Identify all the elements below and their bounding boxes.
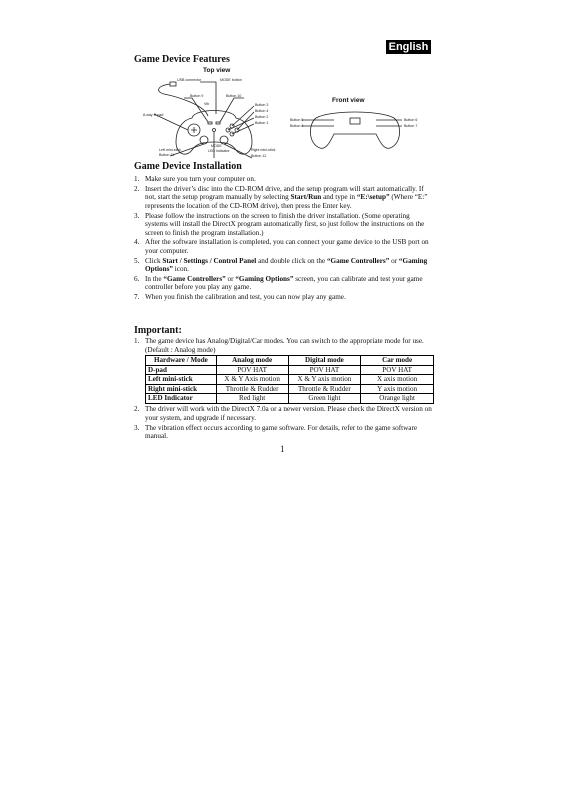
table-cell: Orange light	[361, 394, 434, 404]
install-step-text: or	[225, 274, 236, 283]
install-step	[134, 212, 434, 238]
install-step	[134, 185, 434, 211]
table-cell: POV HAT	[216, 365, 288, 375]
label-button-11: Button 11	[159, 153, 175, 157]
label-button-1: Button 1	[255, 121, 269, 125]
install-step	[134, 275, 434, 292]
label-mode-button: MODE button	[220, 78, 242, 82]
table-cell: Throttle & Rudder	[288, 384, 361, 394]
install-step-number: 6.	[134, 274, 140, 283]
install-step-text: and double click on the	[256, 256, 327, 265]
install-step-emphasis: “Game Controllers”	[326, 256, 390, 265]
table-row	[146, 375, 434, 385]
install-step	[134, 238, 434, 255]
installation-steps	[134, 175, 434, 302]
label-button-12: Button 12	[251, 154, 267, 158]
label-mode-led: MODE	[211, 144, 222, 148]
language-badge: English	[386, 40, 431, 54]
label-vib: Vib	[204, 102, 210, 106]
table-row-header: LED Indicator	[146, 394, 217, 404]
table-cell: X & Y Axis motion	[216, 375, 288, 385]
install-step	[134, 293, 434, 302]
important-item-3-text: The vibration effect occurs according to game software. For details, refer to the game software manual.	[145, 423, 418, 441]
table-row	[146, 365, 434, 375]
installation-heading: Game Device Installation	[134, 161, 242, 172]
label-usb-connector: USB connector	[177, 78, 202, 82]
install-step-text: Make sure you turn your computer on.	[145, 175, 256, 183]
table-header: Analog mode	[216, 356, 288, 366]
install-step-number: 2.	[134, 184, 140, 193]
label-button-8: Button 8	[290, 124, 304, 128]
label-right-mini-stick: Right mini-stick	[251, 148, 276, 152]
install-step-text: icon.	[172, 265, 189, 274]
table-cell: POV HAT	[288, 365, 361, 375]
table-cell: X & Y axis motion	[288, 375, 361, 385]
important-item-1	[134, 337, 434, 404]
table-cell: POV HAT	[361, 365, 434, 375]
table-cell: Green light	[288, 394, 361, 404]
important-item-2	[134, 405, 434, 422]
install-step-text: When you finish the calibration and test, you can now play any game.	[145, 293, 346, 302]
table-header: Car mode	[361, 356, 434, 366]
table-row	[146, 394, 434, 404]
features-heading: Game Device Features	[134, 54, 230, 65]
label-button-3: Button 3	[255, 103, 269, 107]
important-heading: Important:	[134, 325, 182, 336]
page-number: 1	[280, 444, 285, 454]
install-step-emphasis: “Gaming Options”	[145, 256, 428, 274]
label-button-2: Button 2	[255, 115, 269, 119]
label-button-7: Button 7	[404, 124, 418, 128]
label-button-9: Button 9	[190, 94, 204, 98]
important-list	[134, 337, 434, 441]
label-button-5: Button 5	[290, 118, 304, 122]
table-row-header: D-pad	[146, 365, 217, 375]
table-cell: X axis motion	[361, 375, 434, 385]
install-step-text: After the software installation is completed, you can connect your game device to the USB port on your computer.	[145, 238, 429, 255]
front-view-diagram	[290, 104, 420, 154]
table-cell: Red light	[216, 394, 288, 404]
table-row-header: Right mini-stick	[146, 384, 217, 394]
label-led-indicator: LED indicator	[208, 149, 230, 153]
important-item-2-text: The driver will work with the DirectX 7.0a or a newer version. Please check the DirectX version on your system, and upgrade if necessary.	[145, 405, 432, 422]
table-cell: Throttle & Rudder	[216, 384, 288, 394]
install-step-text: and type in	[321, 193, 357, 202]
table-header: Digital mode	[288, 356, 361, 366]
install-step-number: 7.	[134, 293, 140, 302]
important-item-3	[134, 424, 434, 441]
install-step	[134, 175, 434, 184]
important-item-3-number: 3.	[134, 423, 140, 432]
install-step-emphasis: Start/Run	[290, 193, 322, 202]
install-step-text: Insert the driver’s disc into the CD-ROM drive, and the setup program will start automatically. If not, start the setup program manually by selecting	[145, 184, 424, 202]
install-step-emphasis: Start / Settings / Control Panel	[162, 256, 257, 265]
table-cell: Y axis motion	[361, 384, 434, 394]
mode-table	[145, 355, 434, 404]
install-step-text: screen, you can calibrate and test your game controller before you play any game.	[145, 274, 423, 292]
install-step-number: 3.	[134, 211, 140, 220]
label-button-6: Button 6	[404, 118, 418, 122]
install-step	[134, 257, 434, 274]
table-row	[146, 384, 434, 394]
label-button-10: Button 10	[226, 94, 242, 98]
install-step-number: 1.	[134, 175, 140, 183]
install-step-emphasis: “E:\setup”	[356, 193, 390, 202]
install-step-number: 4.	[134, 238, 140, 247]
label-dpad: 8-way D-pad	[143, 113, 164, 117]
important-item-1-text: The game device has Analog/Digital/Car modes. You can switch to the appropriate mode for use. (Default : Analog mode)	[145, 337, 424, 354]
install-step-text: Click	[145, 256, 163, 265]
important-item-2-number: 2.	[134, 405, 140, 414]
install-step-text: Please follow the instructions on the screen to finish the driver installation. (Some operating systems will install the DirectX program automatically first, so just follow the instructions on the screen to finish the program installation.)	[145, 211, 425, 237]
table-row-header: Left mini-stick	[146, 375, 217, 385]
install-step-text: or	[389, 256, 399, 265]
front-view-caption: Front view	[332, 97, 365, 104]
top-view-caption: Top view	[203, 67, 231, 74]
install-step-number: 5.	[134, 256, 140, 265]
label-button-4: Button 4	[255, 109, 269, 113]
important-item-1-number: 1.	[134, 337, 140, 345]
label-left-mini-stick: Left mini-stick	[159, 148, 181, 152]
install-step-emphasis: “Gaming Options”	[235, 274, 294, 283]
install-step-text: (Where “E:” represents the location of the CD-ROM drive), then press the Enter key.	[145, 193, 428, 210]
table-header: Hardware / Mode	[146, 356, 217, 366]
install-step-text: In the	[145, 274, 164, 283]
install-step-emphasis: “Game Controllers”	[163, 274, 226, 283]
